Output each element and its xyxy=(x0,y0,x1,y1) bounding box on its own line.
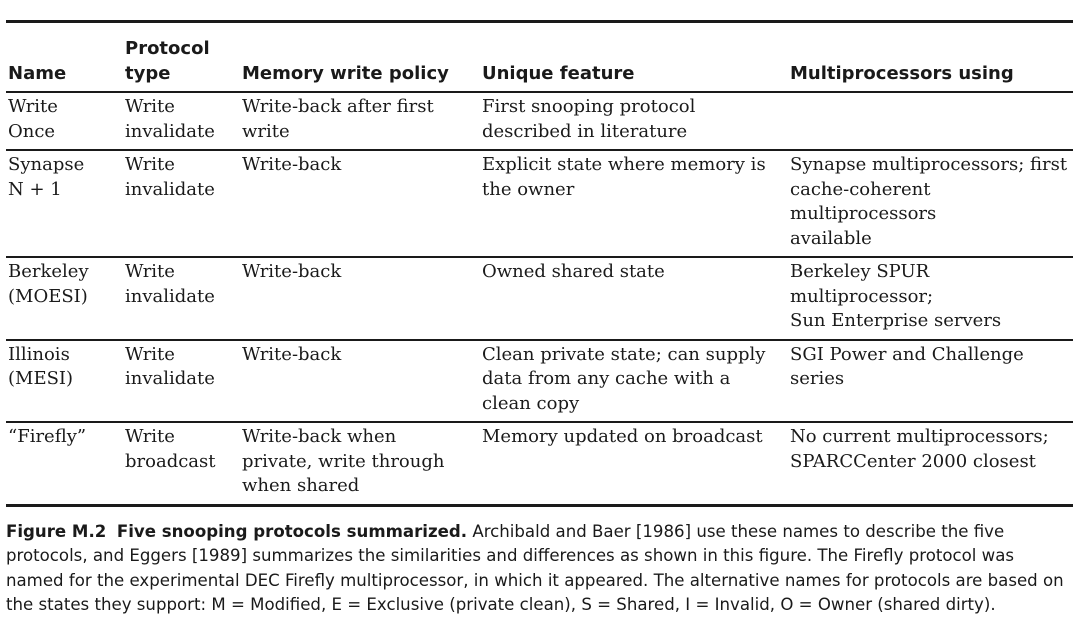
cell-name: Illinois (MESI) xyxy=(6,340,123,423)
cell-multiprocessors-using: No current multiprocessors; SPARCCenter 2000 closest xyxy=(790,426,1049,472)
cell-name: Write Once xyxy=(6,92,123,150)
cell-name: Berkeley (MOESI) xyxy=(6,257,123,340)
header-unique-feature: Unique feature xyxy=(480,23,788,92)
cell-name: Synapse N + 1 xyxy=(6,150,123,257)
figure xyxy=(6,20,1073,634)
cell-memory-write-policy: Write-back xyxy=(240,150,480,257)
cell-memory-write-policy: Write-back after first write xyxy=(240,92,480,150)
table-row xyxy=(6,340,1073,423)
cell-unique-feature: Memory updated on broadcast xyxy=(482,426,763,447)
cell-protocol-type: Write invalidate xyxy=(123,340,240,423)
table-row xyxy=(6,150,1073,257)
table-row xyxy=(6,422,1073,504)
protocols-table xyxy=(6,23,1073,504)
cell-memory-write-policy: Write-back xyxy=(240,257,480,340)
cell-name: “Firefly” xyxy=(8,426,87,447)
table-row xyxy=(6,257,1073,340)
cell-protocol-type: Write invalidate xyxy=(123,257,240,340)
table-bottom-rule xyxy=(6,504,1073,507)
cell-unique-feature: Clean private state; can supply data from any cache with a clean copy xyxy=(480,340,788,423)
cell-multiprocessors-using xyxy=(788,92,1073,150)
header-name: Name xyxy=(6,23,123,92)
header-protocol-type: Protocol type xyxy=(123,23,240,92)
header-memory-write-policy: Memory write policy xyxy=(240,23,480,92)
caption-body: Archibald and Baer [1986] use these names to describe the five protocols, and Eggers [1989] summarizes the similarities and differences as shown in this figure. The Firefly protocol was named for the experimental DEC Firefly multiprocessor, in which it appeared. The alternative names for protocols are based on the states they support: M = Modified, E = Exclusive (private clean), S = Shared, I = Invalid, O = Owner (shared dirty). xyxy=(6,521,1064,614)
cell-protocol-type: Write invalidate xyxy=(123,92,240,150)
cell-multiprocessors-using: Berkeley SPUR multiprocessor; Sun Enterprise servers xyxy=(788,257,1073,340)
table-header-row xyxy=(6,23,1073,92)
table-row xyxy=(6,92,1073,150)
cell-multiprocessors-using: Synapse multiprocessors; first cache-coherent multiprocessors available xyxy=(788,150,1073,257)
cell-unique-feature: First snooping protocol described in literature xyxy=(480,92,788,150)
figure-caption xyxy=(6,520,1073,618)
cell-protocol-type: Write broadcast xyxy=(125,426,216,472)
header-multiprocessors-using: Multiprocessors using xyxy=(788,23,1073,92)
caption-title: Five snooping protocols summarized. xyxy=(116,521,468,541)
cell-unique-feature: Owned shared state xyxy=(480,257,788,340)
cell-unique-feature: Explicit state where memory is the owner xyxy=(480,150,788,257)
cell-memory-write-policy: Write-back when private, write through when shared xyxy=(242,426,445,496)
caption-label: Figure M.2 xyxy=(6,521,107,541)
cell-memory-write-policy: Write-back xyxy=(240,340,480,423)
cell-protocol-type: Write invalidate xyxy=(123,150,240,257)
cell-multiprocessors-using: SGI Power and Challenge series xyxy=(788,340,1073,423)
